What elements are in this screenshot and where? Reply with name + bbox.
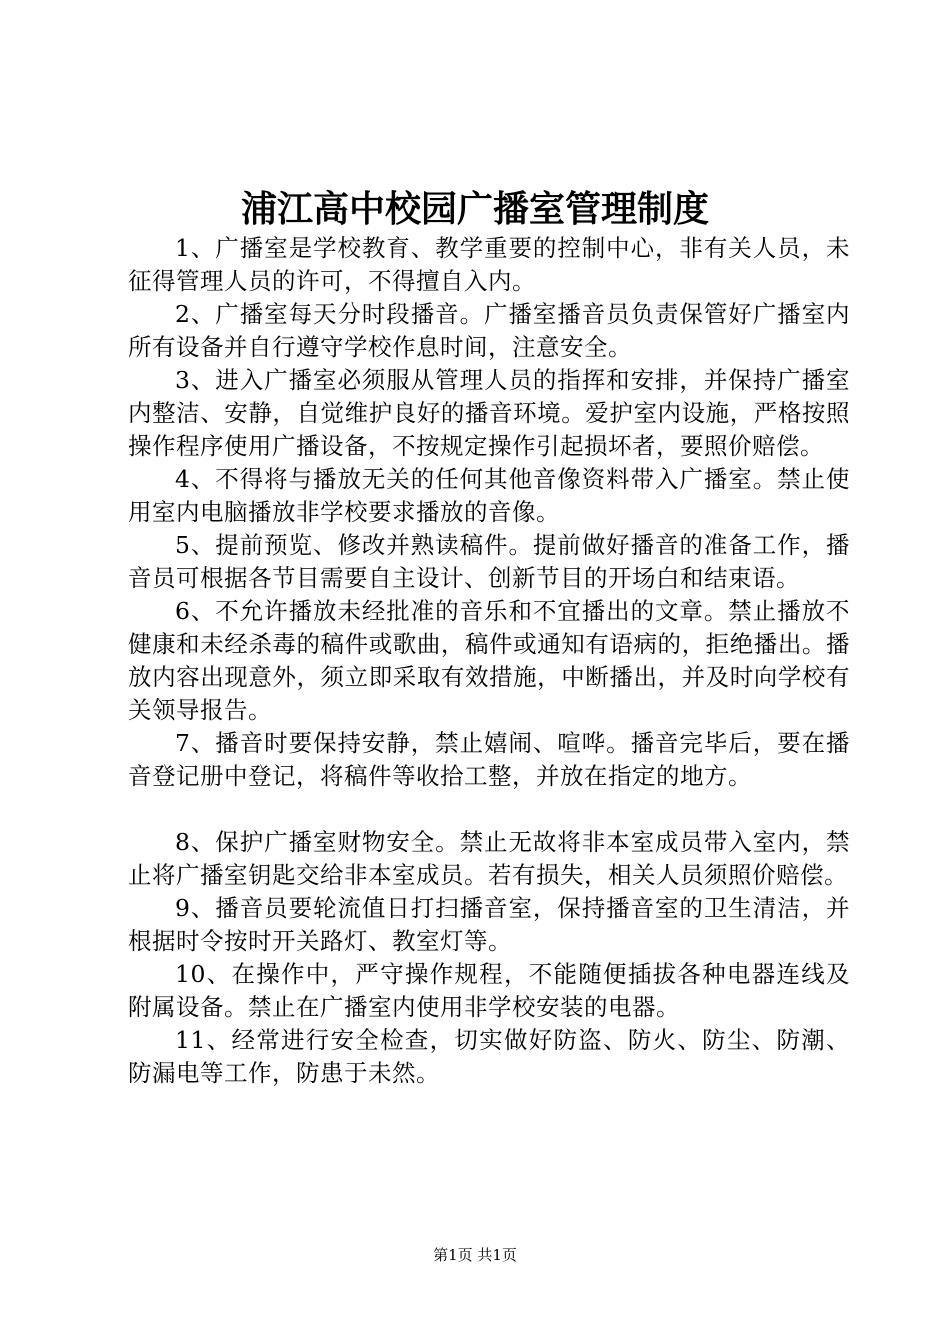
rule-paragraph-9: 9、播音员要轮流值日打扫播音室，保持播音室的卫生清洁，并根据时令按时开关路灯、教室灯等。 bbox=[128, 894, 850, 955]
rule-paragraph-11: 11、经常进行安全检查，切实做好防盗、防火、防尘、防潮、防漏电等工作，防患于未然。 bbox=[128, 1026, 850, 1087]
rule-paragraph-1: 1、广播室是学校教育、教学重要的控制中心，非有关人员，未征得管理人员的许可，不得擅自入内。 bbox=[128, 234, 850, 295]
rule-paragraph-8: 8、保护广播室财物安全。禁止无故将非本室成员带入室内，禁止将广播室钥匙交给非本室成员。若有损失，相关人员须照价赔偿。 bbox=[128, 828, 850, 889]
rule-paragraph-4: 4、不得将与播放无关的任何其他音像资料带入广播室。禁止使用室内电脑播放非学校要求播放的音像。 bbox=[128, 465, 850, 526]
rule-paragraph-10: 10、在操作中，严守操作规程，不能随便插拔各种电器连线及附属设备。禁止在广播室内使用非学校安装的电器。 bbox=[128, 960, 850, 1021]
page-footer: 第1页 共1页 bbox=[433, 1246, 517, 1264]
rule-paragraph-2: 2、广播室每天分时段播音。广播室播音员负责保管好广播室内所有设备并自行遵守学校作息时间，注意安全。 bbox=[128, 300, 850, 361]
rule-paragraph-3: 3、进入广播室必须服从管理人员的指挥和安排，并保持广播室内整洁、安静，自觉维护良好的播音环境。爱护室内设施，严格按照操作程序使用广播设备，不按规定操作引起损坏者，要照价赔偿。 bbox=[128, 366, 850, 460]
document-title: 浦江高中校园广播室管理制度 bbox=[240, 188, 709, 230]
rule-paragraph-6: 6、不允许播放未经批准的音乐和不宜播出的文章。禁止播放不健康和未经杀毒的稿件或歌曲，稿件或通知有语病的，拒绝播出。播放内容出现意外，须立即采取有效措施，中断播出，并及时向学校有关领导报告。 bbox=[128, 597, 850, 724]
document-body bbox=[128, 232, 850, 1090]
rule-paragraph-5: 5、提前预览、修改并熟读稿件。提前做好播音的准备工作，播音员可根据各节目需要自主设计、创新节目的开场白和结束语。 bbox=[128, 531, 850, 592]
rule-paragraph-7: 7、播音时要保持安静，禁止嬉闹、喧哗。播音完毕后，要在播音登记册中登记，将稿件等收拾工整，并放在指定的地方。 bbox=[128, 729, 850, 790]
